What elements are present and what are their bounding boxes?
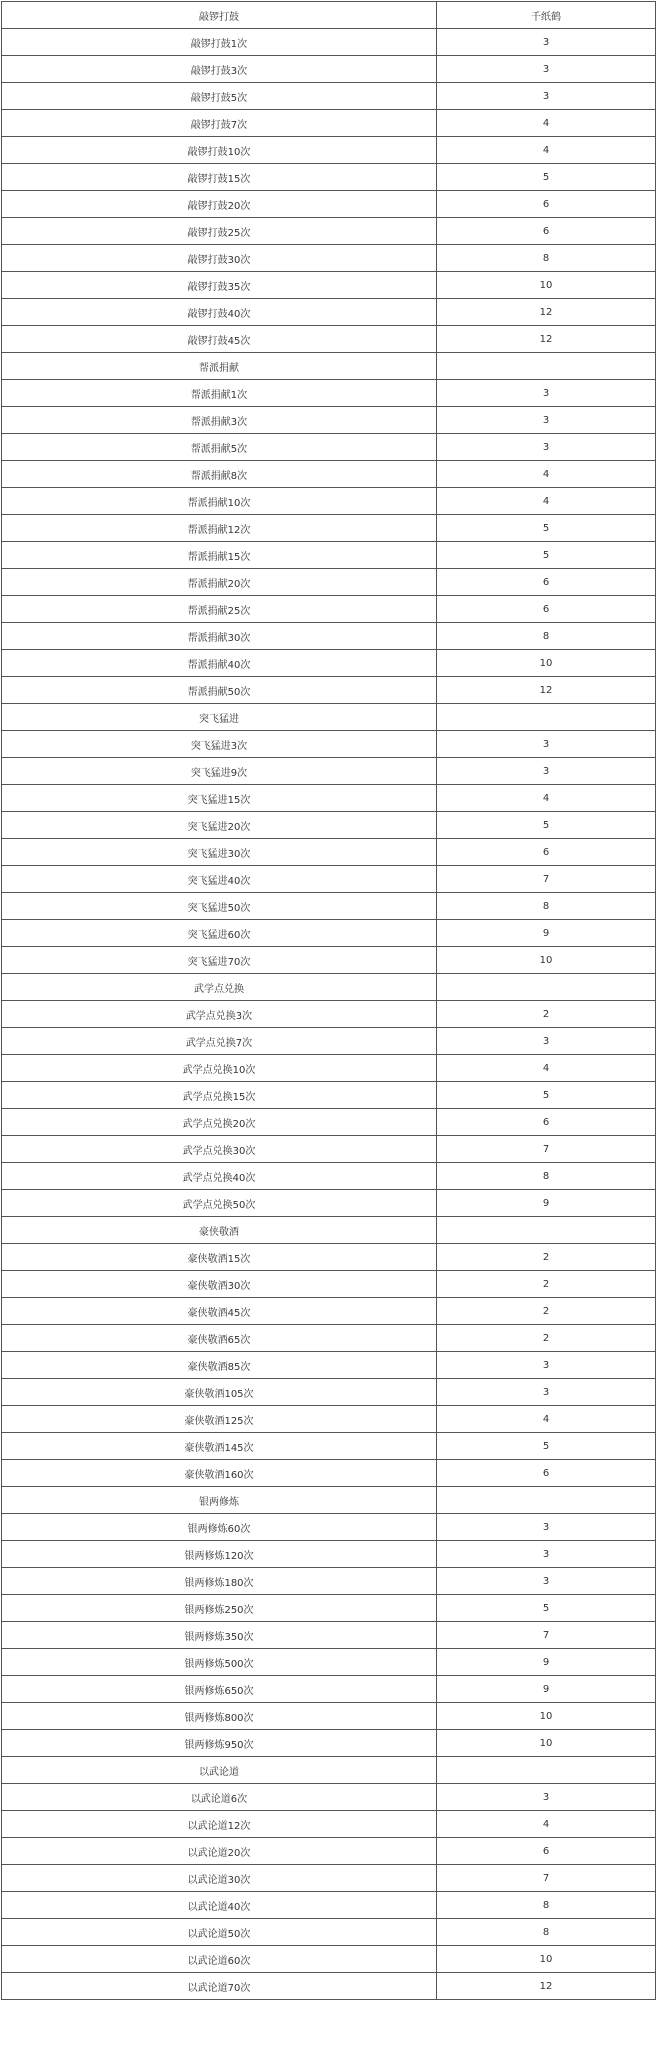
table-row xyxy=(2,1163,656,1190)
activity-cell: 敲锣打鼓45次 xyxy=(2,326,437,353)
table-row xyxy=(2,542,656,569)
reward-count-cell: 6 xyxy=(437,839,656,866)
table-row xyxy=(2,920,656,947)
activity-cell: 武学点兑换7次 xyxy=(2,1028,437,1055)
activity-cell: 以武论道20次 xyxy=(2,1838,437,1865)
activity-cell: 帮派捐献20次 xyxy=(2,569,437,596)
reward-count-cell: 6 xyxy=(437,1838,656,1865)
activity-cell: 银两修炼650次 xyxy=(2,1676,437,1703)
table-row xyxy=(2,1433,656,1460)
table-row xyxy=(2,731,656,758)
reward-count-cell: 5 xyxy=(437,1595,656,1622)
table-row xyxy=(2,866,656,893)
activity-cell: 以武论道40次 xyxy=(2,1892,437,1919)
activity-cell: 豪侠敬酒160次 xyxy=(2,1460,437,1487)
reward-count-cell: 8 xyxy=(437,1892,656,1919)
reward-count-cell: 9 xyxy=(437,920,656,947)
activity-cell: 突飞猛进30次 xyxy=(2,839,437,866)
reward-count-cell: 9 xyxy=(437,1676,656,1703)
table-row xyxy=(2,1379,656,1406)
activity-cell: 敲锣打鼓40次 xyxy=(2,299,437,326)
reward-count-cell: 2 xyxy=(437,1325,656,1352)
activity-cell: 豪侠敬酒105次 xyxy=(2,1379,437,1406)
table-row xyxy=(2,839,656,866)
activity-cell: 银两修炼120次 xyxy=(2,1541,437,1568)
activity-cell: 豪侠敬酒65次 xyxy=(2,1325,437,1352)
table-row xyxy=(2,83,656,110)
table-row xyxy=(2,1271,656,1298)
activity-cell: 突飞猛进40次 xyxy=(2,866,437,893)
table-row xyxy=(2,434,656,461)
table-row xyxy=(2,1973,656,2000)
section-header-row xyxy=(2,353,656,380)
reward-count-cell: 2 xyxy=(437,1271,656,1298)
reward-count-cell: 3 xyxy=(437,407,656,434)
table-row xyxy=(2,1541,656,1568)
activity-cell: 敲锣打鼓30次 xyxy=(2,245,437,272)
reward-count-cell: 4 xyxy=(437,488,656,515)
activity-cell: 武学点兑换20次 xyxy=(2,1109,437,1136)
reward-count-cell: 3 xyxy=(437,1379,656,1406)
reward-count-cell: 6 xyxy=(437,218,656,245)
section-header-row xyxy=(2,704,656,731)
reward-count-cell: 8 xyxy=(437,245,656,272)
activity-cell: 帮派捐献1次 xyxy=(2,380,437,407)
table-row xyxy=(2,1055,656,1082)
table-row xyxy=(2,191,656,218)
table-row xyxy=(2,1676,656,1703)
activity-cell: 敲锣打鼓5次 xyxy=(2,83,437,110)
reward-count-cell: 10 xyxy=(437,272,656,299)
activity-cell: 武学点兑换10次 xyxy=(2,1055,437,1082)
section-empty-cell xyxy=(437,974,656,1001)
section-header-row xyxy=(2,1487,656,1514)
activity-cell: 敲锣打鼓20次 xyxy=(2,191,437,218)
section-empty-cell xyxy=(437,353,656,380)
table-row xyxy=(2,380,656,407)
activity-cell: 突飞猛进9次 xyxy=(2,758,437,785)
activity-cell: 帮派捐献25次 xyxy=(2,596,437,623)
reward-count-cell: 2 xyxy=(437,1298,656,1325)
activity-cell: 豪侠敬酒15次 xyxy=(2,1244,437,1271)
activity-cell: 武学点兑换15次 xyxy=(2,1082,437,1109)
table-row xyxy=(2,1325,656,1352)
reward-count-cell: 12 xyxy=(437,326,656,353)
reward-count-cell: 4 xyxy=(437,1055,656,1082)
reward-count-cell: 12 xyxy=(437,677,656,704)
activity-cell: 突飞猛进50次 xyxy=(2,893,437,920)
section-title-cell: 银两修炼 xyxy=(2,1487,437,1514)
reward-count-cell: 6 xyxy=(437,569,656,596)
table-row xyxy=(2,245,656,272)
reward-count-cell: 5 xyxy=(437,515,656,542)
activity-cell: 豪侠敬酒145次 xyxy=(2,1433,437,1460)
table-header-row xyxy=(2,2,656,29)
activity-cell: 以武论道70次 xyxy=(2,1973,437,2000)
reward-count-cell: 6 xyxy=(437,191,656,218)
reward-count-cell: 10 xyxy=(437,1703,656,1730)
reward-count-cell: 10 xyxy=(437,650,656,677)
table-row xyxy=(2,1865,656,1892)
section-empty-cell xyxy=(437,704,656,731)
activity-cell: 以武论道60次 xyxy=(2,1946,437,1973)
activity-cell: 银两修炼60次 xyxy=(2,1514,437,1541)
table-row xyxy=(2,110,656,137)
reward-count-cell: 12 xyxy=(437,299,656,326)
table-row xyxy=(2,1406,656,1433)
table-row xyxy=(2,569,656,596)
activity-cell: 豪侠敬酒30次 xyxy=(2,1271,437,1298)
activity-cell: 武学点兑换40次 xyxy=(2,1163,437,1190)
reward-count-cell: 10 xyxy=(437,1730,656,1757)
section-empty-cell xyxy=(437,1487,656,1514)
reward-count-cell: 8 xyxy=(437,1163,656,1190)
table-row xyxy=(2,1298,656,1325)
reward-count-cell: 4 xyxy=(437,461,656,488)
section-title-cell: 帮派捐献 xyxy=(2,353,437,380)
activity-cell: 豪侠敬酒125次 xyxy=(2,1406,437,1433)
reward-count-cell: 3 xyxy=(437,29,656,56)
reward-count-cell: 12 xyxy=(437,1973,656,2000)
reward-count-cell: 5 xyxy=(437,812,656,839)
table-row xyxy=(2,1082,656,1109)
activity-cell: 豪侠敬酒45次 xyxy=(2,1298,437,1325)
reward-count-cell: 4 xyxy=(437,137,656,164)
activity-cell: 武学点兑换50次 xyxy=(2,1190,437,1217)
reward-count-cell: 5 xyxy=(437,542,656,569)
reward-count-cell: 6 xyxy=(437,596,656,623)
section-title-cell: 武学点兑换 xyxy=(2,974,437,1001)
activity-cell: 武学点兑换3次 xyxy=(2,1001,437,1028)
table-row xyxy=(2,1352,656,1379)
activity-cell: 银两修炼250次 xyxy=(2,1595,437,1622)
activity-cell: 帮派捐献3次 xyxy=(2,407,437,434)
activity-cell: 以武论道12次 xyxy=(2,1811,437,1838)
table-row xyxy=(2,650,656,677)
table-row xyxy=(2,785,656,812)
table-row xyxy=(2,461,656,488)
reward-count-cell: 3 xyxy=(437,434,656,461)
table-row xyxy=(2,1136,656,1163)
reward-count-cell: 7 xyxy=(437,866,656,893)
activity-cell: 以武论道50次 xyxy=(2,1919,437,1946)
reward-count-cell: 2 xyxy=(437,1001,656,1028)
reward-count-cell: 3 xyxy=(437,1028,656,1055)
table-row xyxy=(2,407,656,434)
table-row xyxy=(2,1649,656,1676)
reward-count-cell: 3 xyxy=(437,1784,656,1811)
table-row xyxy=(2,1001,656,1028)
table-row xyxy=(2,1595,656,1622)
activity-cell: 突飞猛进70次 xyxy=(2,947,437,974)
activity-cell: 以武论道6次 xyxy=(2,1784,437,1811)
reward-count-cell: 4 xyxy=(437,1406,656,1433)
table-row xyxy=(2,758,656,785)
table-row xyxy=(2,56,656,83)
activity-cell: 帮派捐献30次 xyxy=(2,623,437,650)
table-row xyxy=(2,677,656,704)
reward-count-cell: 5 xyxy=(437,164,656,191)
table-row xyxy=(2,893,656,920)
activity-cell: 敲锣打鼓25次 xyxy=(2,218,437,245)
reward-count-cell: 5 xyxy=(437,1082,656,1109)
activity-cell: 帮派捐献40次 xyxy=(2,650,437,677)
table-row xyxy=(2,1622,656,1649)
section-empty-cell xyxy=(437,1217,656,1244)
reward-count-cell: 3 xyxy=(437,1541,656,1568)
activity-cell: 突飞猛进15次 xyxy=(2,785,437,812)
table-row xyxy=(2,1568,656,1595)
table-row xyxy=(2,218,656,245)
activity-cell: 银两修炼800次 xyxy=(2,1703,437,1730)
reward-count-cell: 8 xyxy=(437,893,656,920)
table-row xyxy=(2,164,656,191)
activity-cell: 银两修炼180次 xyxy=(2,1568,437,1595)
activity-cell: 以武论道30次 xyxy=(2,1865,437,1892)
section-title-cell: 突飞猛进 xyxy=(2,704,437,731)
table-row xyxy=(2,1244,656,1271)
section-header-row xyxy=(2,974,656,1001)
table-row xyxy=(2,488,656,515)
activity-cell: 帮派捐献12次 xyxy=(2,515,437,542)
reward-count-cell: 4 xyxy=(437,110,656,137)
reward-count-cell: 7 xyxy=(437,1622,656,1649)
table-row xyxy=(2,1838,656,1865)
table-row xyxy=(2,1946,656,1973)
reward-count-cell: 7 xyxy=(437,1865,656,1892)
table-row xyxy=(2,1703,656,1730)
reward-count-cell: 3 xyxy=(437,758,656,785)
reward-count-cell: 3 xyxy=(437,83,656,110)
reward-count-cell: 10 xyxy=(437,947,656,974)
table-row xyxy=(2,1514,656,1541)
table-row xyxy=(2,326,656,353)
activity-cell: 银两修炼350次 xyxy=(2,1622,437,1649)
reward-count-cell: 8 xyxy=(437,623,656,650)
table-row xyxy=(2,29,656,56)
table-row xyxy=(2,515,656,542)
section-title-cell: 豪侠敬酒 xyxy=(2,1217,437,1244)
reward-table xyxy=(1,1,656,2000)
header-reward-cell: 千纸鹤 xyxy=(437,2,656,29)
reward-count-cell: 4 xyxy=(437,785,656,812)
activity-cell: 银两修炼950次 xyxy=(2,1730,437,1757)
table-row xyxy=(2,1811,656,1838)
reward-count-cell: 10 xyxy=(437,1946,656,1973)
activity-cell: 敲锣打鼓35次 xyxy=(2,272,437,299)
table-row xyxy=(2,1892,656,1919)
table-row xyxy=(2,1028,656,1055)
section-title-cell: 以武论道 xyxy=(2,1757,437,1784)
reward-count-cell: 2 xyxy=(437,1244,656,1271)
table-row xyxy=(2,1109,656,1136)
activity-cell: 武学点兑换30次 xyxy=(2,1136,437,1163)
activity-cell: 突飞猛进60次 xyxy=(2,920,437,947)
activity-cell: 敲锣打鼓7次 xyxy=(2,110,437,137)
table-row xyxy=(2,137,656,164)
reward-count-cell: 3 xyxy=(437,1568,656,1595)
table-row xyxy=(2,1784,656,1811)
activity-cell: 帮派捐献10次 xyxy=(2,488,437,515)
activity-cell: 敲锣打鼓1次 xyxy=(2,29,437,56)
reward-count-cell: 6 xyxy=(437,1109,656,1136)
table-row xyxy=(2,1190,656,1217)
reward-count-cell: 8 xyxy=(437,1919,656,1946)
section-header-row xyxy=(2,1757,656,1784)
activity-cell: 帮派捐献8次 xyxy=(2,461,437,488)
table-row xyxy=(2,947,656,974)
table-row xyxy=(2,812,656,839)
table-row xyxy=(2,1460,656,1487)
reward-count-cell: 9 xyxy=(437,1190,656,1217)
reward-count-cell: 9 xyxy=(437,1649,656,1676)
reward-count-cell: 3 xyxy=(437,380,656,407)
activity-cell: 帮派捐献5次 xyxy=(2,434,437,461)
reward-count-cell: 5 xyxy=(437,1433,656,1460)
activity-cell: 帮派捐献50次 xyxy=(2,677,437,704)
table-row xyxy=(2,299,656,326)
table-row xyxy=(2,596,656,623)
section-empty-cell xyxy=(437,1757,656,1784)
reward-count-cell: 3 xyxy=(437,731,656,758)
header-activity-cell: 敲锣打鼓 xyxy=(2,2,437,29)
activity-cell: 银两修炼500次 xyxy=(2,1649,437,1676)
reward-count-cell: 3 xyxy=(437,1514,656,1541)
activity-cell: 突飞猛进3次 xyxy=(2,731,437,758)
activity-cell: 突飞猛进20次 xyxy=(2,812,437,839)
reward-count-cell: 3 xyxy=(437,56,656,83)
activity-cell: 敲锣打鼓10次 xyxy=(2,137,437,164)
reward-table-body xyxy=(2,2,656,2000)
activity-cell: 豪侠敬酒85次 xyxy=(2,1352,437,1379)
table-row xyxy=(2,1730,656,1757)
activity-cell: 敲锣打鼓15次 xyxy=(2,164,437,191)
reward-count-cell: 4 xyxy=(437,1811,656,1838)
reward-count-cell: 7 xyxy=(437,1136,656,1163)
activity-cell: 敲锣打鼓3次 xyxy=(2,56,437,83)
reward-count-cell: 6 xyxy=(437,1460,656,1487)
table-row xyxy=(2,623,656,650)
reward-count-cell: 3 xyxy=(437,1352,656,1379)
table-row xyxy=(2,272,656,299)
activity-cell: 帮派捐献15次 xyxy=(2,542,437,569)
table-row xyxy=(2,1919,656,1946)
section-header-row xyxy=(2,1217,656,1244)
